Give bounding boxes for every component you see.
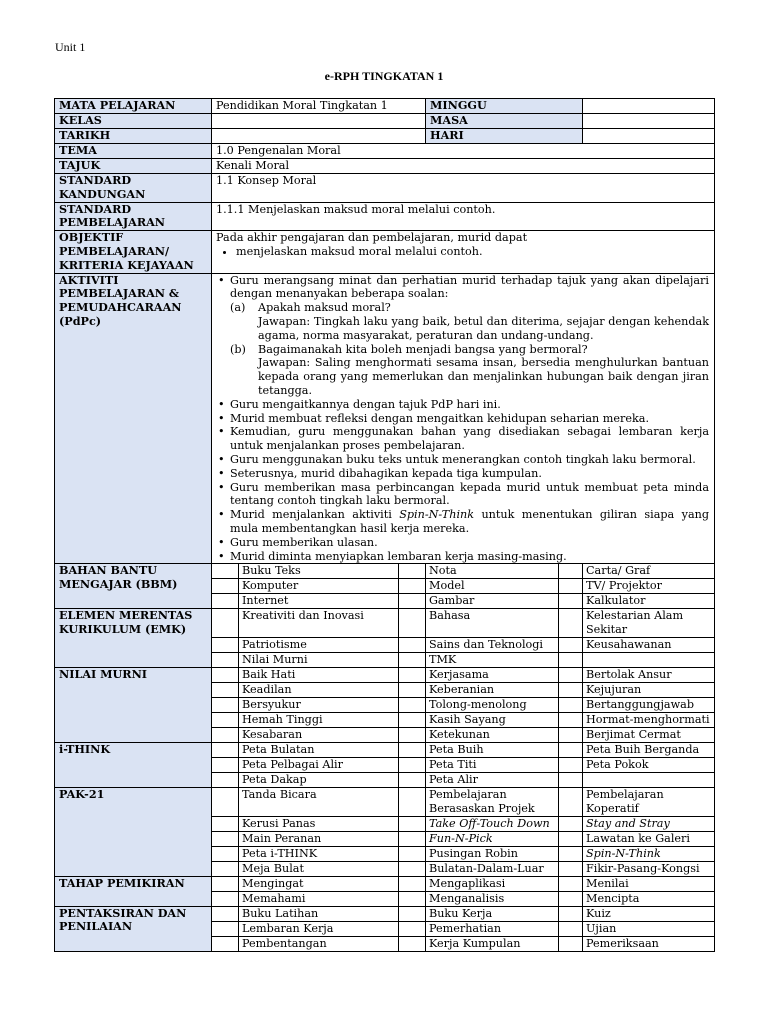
objektif-cell bbox=[212, 231, 715, 273]
tahap-checkbox[interactable] bbox=[559, 891, 583, 906]
emk-option: Bahasa bbox=[426, 609, 559, 638]
aktiviti-label: AKTIVITI PEMBELAJARAN & PEMUDAHCARAAN (PdPc) bbox=[55, 273, 212, 564]
question-b-answer: Jawapan: Saling menghormati sesama insan, bersedia menghulurkan bantuan kepada orang yang memerlukan dan menjalinkan hubungan baik dengan jiran tetangga. bbox=[258, 356, 709, 397]
objektif-item: • menjelaskan maksud moral melalui contoh. bbox=[236, 245, 710, 259]
tema-label: TEMA bbox=[55, 144, 212, 159]
emk-checkbox[interactable] bbox=[212, 609, 239, 638]
emk-row bbox=[55, 609, 715, 638]
aktiviti-item-1 bbox=[230, 274, 710, 398]
pentaksiran-option: Buku Kerja bbox=[426, 906, 559, 921]
tahap-label: TAHAP PEMIKIRAN bbox=[55, 876, 212, 906]
pentaksiran-checkbox[interactable] bbox=[212, 936, 239, 951]
question-b bbox=[230, 343, 709, 357]
aktiviti-item-8 bbox=[230, 508, 710, 536]
masa-value bbox=[583, 114, 715, 129]
pentaksiran-label: PENTAKSIRAN DAN PENILAIAN bbox=[55, 906, 212, 951]
tahap-option: Menganalisis bbox=[426, 891, 559, 906]
aktiviti-item-8-post: untuk menentukan giliran siapa yang mula membentangkan hasil kerja mereka. bbox=[230, 508, 709, 535]
tahap-checkbox[interactable] bbox=[212, 876, 239, 891]
bbm-checkbox[interactable] bbox=[212, 594, 239, 609]
ithink-checkbox[interactable] bbox=[399, 742, 426, 757]
nilai-checkbox[interactable] bbox=[559, 712, 583, 727]
nilai-checkbox[interactable] bbox=[559, 697, 583, 712]
pentaksiran-checkbox[interactable] bbox=[212, 906, 239, 921]
aktiviti-item-8-pre: Murid menjalankan aktiviti bbox=[230, 508, 400, 522]
pak21-option-text: Fun-N-Pick bbox=[429, 831, 493, 845]
pak21-checkbox[interactable] bbox=[559, 861, 583, 876]
kelas-value bbox=[212, 114, 426, 129]
ithink-option: Peta Buih bbox=[426, 742, 559, 757]
pentaksiran-option: Kerja Kumpulan bbox=[426, 936, 559, 951]
tahap-checkbox[interactable] bbox=[399, 876, 426, 891]
pak21-checkbox[interactable] bbox=[399, 846, 426, 861]
hari-label: HARI bbox=[426, 129, 583, 144]
nilai-checkbox[interactable] bbox=[399, 667, 426, 682]
nilai-option: Berjimat Cermat bbox=[583, 727, 715, 742]
ithink-option: Peta Pelbagai Alir bbox=[239, 757, 399, 772]
bbm-option: Kalkulator bbox=[583, 594, 715, 609]
pak21-checkbox[interactable] bbox=[559, 816, 583, 831]
bbm-option: Buku Teks bbox=[239, 564, 399, 579]
pak21-checkbox[interactable] bbox=[559, 846, 583, 861]
ithink-option: Peta Dakap bbox=[239, 772, 399, 787]
aktiviti-item-1-text: Guru merangsang minat dan perhatian murid terhadap tajuk yang akan dipelajari dengan menanyakan beberapa soalan: bbox=[230, 273, 709, 301]
nilai-option: Kasih Sayang bbox=[426, 712, 559, 727]
emk-option: Nilai Murni bbox=[239, 652, 399, 667]
objektif-label: OBJEKTIF PEMBELAJARAN/ KRITERIA KEJAYAAN bbox=[55, 231, 212, 273]
document-title: e-RPH TINGKATAN 1 bbox=[324, 69, 444, 83]
tajuk-label: TAJUK bbox=[55, 159, 212, 174]
emk-checkbox[interactable] bbox=[559, 609, 583, 638]
nilai-checkbox[interactable] bbox=[212, 697, 239, 712]
unit-label: Unit 1 bbox=[55, 40, 86, 54]
mata-pelajaran-value: Pendidikan Moral Tingkatan 1 bbox=[212, 99, 426, 114]
pak21-option bbox=[426, 831, 559, 846]
pentaksiran-checkbox[interactable] bbox=[212, 921, 239, 936]
bbm-checkbox[interactable] bbox=[212, 579, 239, 594]
tahap-option: Mengaplikasi bbox=[426, 876, 559, 891]
pak21-option-text: Spin-N-Think bbox=[586, 846, 661, 860]
bbm-label: BAHAN BANTU MENGAJAR (BBM) bbox=[55, 564, 212, 609]
nilai-checkbox[interactable] bbox=[399, 712, 426, 727]
pentaksiran-option: Buku Latihan bbox=[239, 906, 399, 921]
bbm-checkbox[interactable] bbox=[559, 579, 583, 594]
nilai-option: Kejujuran bbox=[583, 682, 715, 697]
tahap-option: Mencipta bbox=[583, 891, 715, 906]
nilai-option: Bersyukur bbox=[239, 697, 399, 712]
tahap-checkbox[interactable] bbox=[212, 891, 239, 906]
nilai-option: Keberanian bbox=[426, 682, 559, 697]
pak21-option-text: Stay and Stray bbox=[586, 816, 670, 830]
pak21-option-text: Take Off-Touch Down bbox=[429, 816, 550, 830]
pak21-option: Peta i-THINK bbox=[239, 846, 399, 861]
aktiviti-item-3: • Murid membuat refleksi dengan mengaitkan kehidupan seharian mereka. bbox=[230, 412, 710, 426]
aktiviti-item-4: • Kemudian, guru menggunakan bahan yang disediakan sebagai lembaran kerja untuk menjalankan proses pembelajaran. bbox=[230, 425, 710, 453]
minggu-label: MINGGU bbox=[426, 99, 583, 114]
aktiviti-item-5: • Guru menggunakan buku teks untuk menerangkan contoh tingkah laku bermoral. bbox=[230, 453, 710, 467]
tarikh-label: TARIKH bbox=[55, 129, 212, 144]
lesson-plan-table bbox=[54, 98, 715, 952]
bbm-checkbox[interactable] bbox=[212, 564, 239, 579]
nilai-option: Bertanggungjawab bbox=[583, 697, 715, 712]
emk-checkbox[interactable] bbox=[559, 637, 583, 652]
nilai-checkbox[interactable] bbox=[212, 682, 239, 697]
aktiviti-item-8-em: Spin-N-Think bbox=[399, 508, 475, 522]
nilai-checkbox[interactable] bbox=[559, 727, 583, 742]
nilai-option: Tolong-menolong bbox=[426, 697, 559, 712]
ithink-option bbox=[583, 772, 715, 787]
bbm-option: Nota bbox=[426, 564, 559, 579]
tema-value: 1.0 Pengenalan Moral bbox=[212, 144, 715, 159]
aktiviti-cell bbox=[212, 273, 715, 564]
emk-option: Kreativiti dan Inovasi bbox=[239, 609, 399, 638]
standard-pembelajaran-value: 1.1.1 Menjelaskan maksud moral melalui contoh. bbox=[212, 202, 715, 231]
tahap-option: Menilai bbox=[583, 876, 715, 891]
nilai-checkbox[interactable] bbox=[559, 667, 583, 682]
emk-option: Sains dan Teknologi bbox=[426, 637, 559, 652]
ithink-checkbox[interactable] bbox=[212, 772, 239, 787]
nilai-option: Ketekunan bbox=[426, 727, 559, 742]
bbm-option: Komputer bbox=[239, 579, 399, 594]
ithink-checkbox[interactable] bbox=[559, 742, 583, 757]
pak21-option: Pembelajaran Koperatif bbox=[583, 787, 715, 816]
tarikh-value bbox=[212, 129, 426, 144]
pak21-option: Pusingan Robin bbox=[426, 846, 559, 861]
bbm-checkbox[interactable] bbox=[559, 594, 583, 609]
bbm-option: TV/ Projektor bbox=[583, 579, 715, 594]
pak21-option bbox=[583, 816, 715, 831]
pak21-option: Main Peranan bbox=[239, 831, 399, 846]
pak21-row bbox=[55, 787, 715, 816]
ithink-option: Peta Bulatan bbox=[239, 742, 399, 757]
nilai-checkbox[interactable] bbox=[559, 682, 583, 697]
ithink-option: Peta Buih Berganda bbox=[583, 742, 715, 757]
ithink-checkbox[interactable] bbox=[399, 757, 426, 772]
aktiviti-item-9: • Guru memberikan ulasan. bbox=[230, 536, 710, 550]
pak21-option: Kerusi Panas bbox=[239, 816, 399, 831]
question-b-marker: (b) bbox=[230, 342, 246, 356]
aktiviti-item-6: • Seterusnya, murid dibahagikan kepada tiga kumpulan. bbox=[230, 467, 710, 481]
pak21-checkbox[interactable] bbox=[212, 831, 239, 846]
kelas-label: KELAS bbox=[55, 114, 212, 129]
pentaksiran-checkbox[interactable] bbox=[559, 921, 583, 936]
emk-checkbox[interactable] bbox=[399, 609, 426, 638]
bbm-option: Internet bbox=[239, 594, 399, 609]
bbm-option: Gambar bbox=[426, 594, 559, 609]
nilai-checkbox[interactable] bbox=[212, 727, 239, 742]
ithink-checkbox[interactable] bbox=[212, 757, 239, 772]
pak21-option: Lawatan ke Galeri bbox=[583, 831, 715, 846]
pentaksiran-checkbox[interactable] bbox=[559, 936, 583, 951]
objektif-intro: Pada akhir pengajaran dan pembelajaran, murid dapat bbox=[216, 231, 528, 245]
tahap-checkbox[interactable] bbox=[399, 891, 426, 906]
standard-kandungan-label: STANDARD KANDUNGAN bbox=[55, 174, 212, 203]
nilai-option: Baik Hati bbox=[239, 667, 399, 682]
tahap-option: Mengingat bbox=[239, 876, 399, 891]
question-a bbox=[230, 301, 709, 315]
pak21-option: Tanda Bicara bbox=[239, 787, 399, 816]
pentaksiran-row bbox=[55, 906, 715, 921]
pentaksiran-option: Lembaran Kerja bbox=[239, 921, 399, 936]
emk-option: Patriotisme bbox=[239, 637, 399, 652]
nilai-checkbox[interactable] bbox=[399, 697, 426, 712]
question-a-text: Apakah maksud moral? bbox=[258, 301, 391, 315]
tahap-row bbox=[55, 876, 715, 891]
bbm-checkbox[interactable] bbox=[399, 579, 426, 594]
ithink-checkbox[interactable] bbox=[212, 742, 239, 757]
pentaksiran-option: Pembentangan bbox=[239, 936, 399, 951]
nilai-option: Kerjasama bbox=[426, 667, 559, 682]
minggu-value bbox=[583, 99, 715, 114]
pentaksiran-option: Kuiz bbox=[583, 906, 715, 921]
nilai-option: Kesabaran bbox=[239, 727, 399, 742]
emk-checkbox[interactable] bbox=[212, 637, 239, 652]
ithink-option: Peta Pokok bbox=[583, 757, 715, 772]
aktiviti-list bbox=[216, 274, 710, 564]
pak21-option: Fikir-Pasang-Kongsi bbox=[583, 861, 715, 876]
pak21-option: Pembelajaran Berasaskan Projek bbox=[426, 787, 559, 816]
pak21-checkbox[interactable] bbox=[399, 816, 426, 831]
nilai-option: Hormat-menghormati bbox=[583, 712, 715, 727]
aktiviti-item-2: • Guru mengaitkannya dengan tajuk PdP hari ini. bbox=[230, 398, 710, 412]
pentaksiran-checkbox[interactable] bbox=[399, 921, 426, 936]
mata-pelajaran-label: MATA PELAJARAN bbox=[55, 99, 212, 114]
tahap-option: Memahami bbox=[239, 891, 399, 906]
question-a-marker: (a) bbox=[230, 301, 246, 315]
bbm-option: Model bbox=[426, 579, 559, 594]
pak21-checkbox[interactable] bbox=[559, 787, 583, 816]
emk-checkbox[interactable] bbox=[559, 652, 583, 667]
ithink-checkbox[interactable] bbox=[399, 772, 426, 787]
emk-label: ELEMEN MERENTAS KURIKULUM (EMK) bbox=[55, 609, 212, 668]
bbm-checkbox[interactable] bbox=[559, 564, 583, 579]
pentaksiran-option: Pemeriksaan bbox=[583, 936, 715, 951]
question-a-answer: Jawapan: Tingkah laku yang baik, betul dan diterima, sejajar dengan kehendak agama, norma masyarakat, peraturan dan undang-undang. bbox=[258, 314, 709, 342]
pak21-label: PAK-21 bbox=[55, 787, 212, 876]
emk-checkbox[interactable] bbox=[399, 637, 426, 652]
standard-pembelajaran-label: STANDARD PEMBELAJARAN bbox=[55, 202, 212, 231]
objektif-list bbox=[216, 245, 710, 259]
pak21-checkbox[interactable] bbox=[399, 861, 426, 876]
question-b-text: Bagaimanakah kita boleh menjadi bangsa yang bermoral? bbox=[258, 342, 588, 356]
pak21-checkbox[interactable] bbox=[212, 816, 239, 831]
emk-checkbox[interactable] bbox=[212, 652, 239, 667]
pak21-option: Bulatan-Dalam-Luar bbox=[426, 861, 559, 876]
ithink-label: i-THINK bbox=[55, 742, 212, 787]
ithink-option: Peta Titi bbox=[426, 757, 559, 772]
bbm-checkbox[interactable] bbox=[399, 564, 426, 579]
pak21-checkbox[interactable] bbox=[212, 787, 239, 816]
nilai-label: NILAI MURNI bbox=[55, 667, 212, 742]
bbm-option: Carta/ Graf bbox=[583, 564, 715, 579]
aktiviti-item-7: • Guru memberikan masa perbincangan kepada murid untuk membuat peta minda tentang contoh tingkah laku bermoral. bbox=[230, 481, 710, 509]
bbm-checkbox[interactable] bbox=[399, 594, 426, 609]
hari-value bbox=[583, 129, 715, 144]
bbm-row bbox=[55, 564, 715, 579]
ithink-checkbox[interactable] bbox=[559, 757, 583, 772]
nilai-checkbox[interactable] bbox=[212, 667, 239, 682]
masa-label: MASA bbox=[426, 114, 583, 129]
pak21-checkbox[interactable] bbox=[399, 787, 426, 816]
tajuk-value: Kenali Moral bbox=[212, 159, 715, 174]
pak21-checkbox[interactable] bbox=[212, 861, 239, 876]
pak21-checkbox[interactable] bbox=[212, 846, 239, 861]
nilai-checkbox[interactable] bbox=[399, 682, 426, 697]
aktiviti-item-10: • Murid diminta menyiapkan lembaran kerja masing-masing. bbox=[230, 550, 710, 564]
nilai-checkbox[interactable] bbox=[212, 712, 239, 727]
emk-option: TMK bbox=[426, 652, 559, 667]
nilai-option: Bertolak Ansur bbox=[583, 667, 715, 682]
standard-kandungan-value: 1.1 Konsep Moral bbox=[212, 174, 715, 203]
pentaksiran-option: Pemerhatian bbox=[426, 921, 559, 936]
emk-checkbox[interactable] bbox=[399, 652, 426, 667]
ithink-checkbox[interactable] bbox=[559, 772, 583, 787]
pentaksiran-checkbox[interactable] bbox=[559, 906, 583, 921]
tahap-checkbox[interactable] bbox=[559, 876, 583, 891]
pentaksiran-option: Ujian bbox=[583, 921, 715, 936]
pentaksiran-checkbox[interactable] bbox=[399, 906, 426, 921]
nilai-row bbox=[55, 667, 715, 682]
pak21-checkbox[interactable] bbox=[399, 831, 426, 846]
pak21-checkbox[interactable] bbox=[559, 831, 583, 846]
pak21-option bbox=[583, 846, 715, 861]
emk-option bbox=[583, 652, 715, 667]
ithink-option: Peta Alir bbox=[426, 772, 559, 787]
nilai-option: Hemah Tinggi bbox=[239, 712, 399, 727]
nilai-option: Keadilan bbox=[239, 682, 399, 697]
ithink-row bbox=[55, 742, 715, 757]
pentaksiran-checkbox[interactable] bbox=[399, 936, 426, 951]
emk-option: Kelestarian Alam Sekitar bbox=[583, 609, 715, 638]
emk-option: Keusahawanan bbox=[583, 637, 715, 652]
nilai-checkbox[interactable] bbox=[399, 727, 426, 742]
pak21-option bbox=[426, 816, 559, 831]
pak21-option: Meja Bulat bbox=[239, 861, 399, 876]
